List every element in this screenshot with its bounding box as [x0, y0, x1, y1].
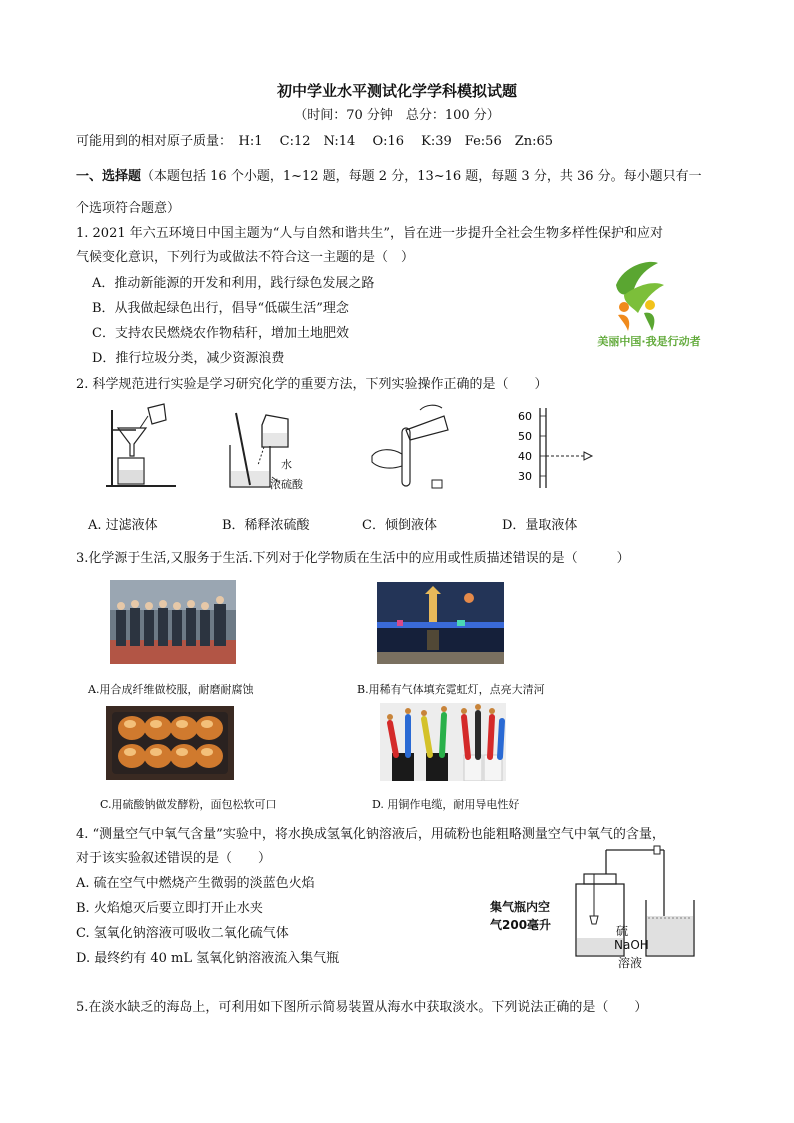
photo-bread-rolls	[106, 706, 234, 780]
photo-neon-river-night	[377, 582, 504, 664]
fig-b-water-label: 水	[281, 458, 292, 471]
fig-bottle-label-line1: 集气瓶内空	[490, 900, 551, 914]
section-heading-line2: 个选项符合题意）	[76, 201, 181, 216]
q2-label-c: C．倾倒液体	[362, 518, 437, 533]
q1-option-a: A．推动新能源的开发和利用，践行绿色发展之路	[92, 276, 375, 291]
logo-caption: 美丽中国·我是行动者	[597, 335, 701, 348]
q3-caption-b: B.用稀有气体填充霓虹灯，点亮大清河	[357, 683, 545, 696]
q2-label-d: D．量取液体	[502, 518, 578, 533]
q4-stem-line1: 4. “测量空气中氧气含量”实验中，将水换成氢氧化钠溶液后，用硫粉也能粗略测量空气中氧气的含量，	[76, 827, 665, 842]
exam-time-score: （时间：70 分钟 总分：100 分）	[294, 108, 500, 123]
page-title: 初中学业水平测试化学学科模拟试题	[276, 82, 517, 100]
fig-sulfur-label: 硫	[616, 924, 629, 938]
atomic-masses: 可能用到的相对原子质量： H:1 C:12 N:14 O:16 K:39 Fe:56 Zn:65	[76, 134, 554, 149]
q1-option-b: B．从我做起绿色出行，倡导“低碳生活”理念	[92, 301, 349, 316]
q4-option-d: D. 最终约有 40 mL 氢氧化钠溶液流入集气瓶	[76, 951, 340, 966]
section-heading-rest: （本题包括 16 个小题，1~12 题，每题 2 分，13~16 题，每题 3 分，共 36 分。每小题只有一	[141, 169, 702, 184]
q2-stem: 2. 科学规范进行实验是学习研究化学的重要方法，下列实验操作正确的是（ ）	[76, 377, 548, 392]
beautiful-china-logo	[594, 255, 704, 355]
photo-copper-cables	[380, 703, 506, 781]
q3-caption-a: A.用合成纤维做校服，耐磨耐腐蚀	[88, 683, 254, 696]
cylinder-tick-30: 30	[518, 470, 532, 483]
q1-stem-line2: 气候变化意识，下列行为或做法不符合这一主题的是（ ）	[76, 250, 415, 265]
section-heading-bold: 一、选择题	[76, 169, 142, 184]
fig-naoh-solution-label: 溶液	[618, 956, 643, 970]
section-heading	[76, 165, 702, 184]
q1-option-c: C．支持农民燃烧农作物秸秆，增加土地肥效	[92, 326, 349, 341]
q2-label-b: B．稀释浓硫酸	[222, 518, 310, 533]
q4-option-b: B. 火焰熄灭后要立即打开止水夹	[76, 901, 263, 916]
q4-stem-line2: 对于该实验叙述错误的是（ ）	[76, 851, 272, 866]
q3-caption-d: D. 用铜作电缆，耐用导电性好	[372, 798, 520, 811]
q3-caption-c: C.用硫酸钠做发酵粉，面包松软可口	[100, 798, 277, 811]
q4-option-c: C. 氢氧化钠溶液可吸收二氧化硫气体	[76, 926, 289, 941]
cylinder-tick-60: 60	[518, 410, 532, 423]
fig-b-acid-label: 浓硫酸	[270, 478, 303, 491]
q4-option-a: A. 硫在空气中燃烧产生微弱的淡蓝色火焰	[76, 876, 315, 891]
photo-students-uniforms	[110, 580, 236, 664]
q3-stem: 3.化学源于生活,又服务于生活.下列对于化学物质在生活中的应用或性质描述错误的是（ ）	[76, 551, 630, 566]
q1-option-d: D．推行垃圾分类，减少资源浪费	[92, 351, 285, 366]
q5-stem: 5.在淡水缺乏的海岛上，可利用如下图所示简易装置从海水中获取淡水。下列说法正确的是（ ）	[76, 1000, 648, 1015]
filtration-apparatus-figure	[96, 400, 186, 490]
cylinder-tick-40: 40	[518, 450, 532, 463]
graduated-cylinder-figure	[508, 406, 598, 492]
q1-stem-line1: 1. 2021 年六五环境日中国主题为“人与自然和谐共生”，旨在进一步提升全社会生物多样性保护和应对	[76, 226, 664, 241]
pouring-liquid-figure	[368, 400, 458, 495]
q2-label-a: A. 过滤液体	[88, 518, 158, 533]
cylinder-tick-50: 50	[518, 430, 532, 443]
fig-naoh-label: NaOH	[614, 938, 649, 952]
fig-bottle-label-line2: 气200毫升	[490, 918, 552, 932]
